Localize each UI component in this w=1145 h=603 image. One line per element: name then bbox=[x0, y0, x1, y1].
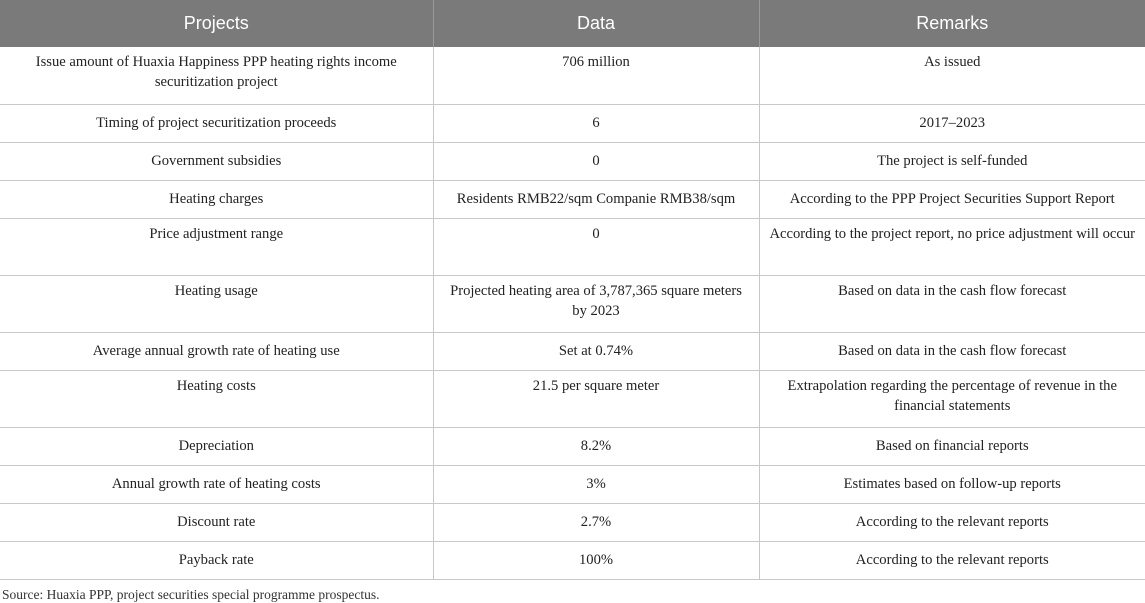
table-row bbox=[0, 104, 1145, 142]
cell-remarks: Based on data in the cash flow forecast bbox=[759, 275, 1145, 332]
table-row bbox=[0, 541, 1145, 579]
cell-data: 2.7% bbox=[433, 503, 759, 541]
cell-remarks: The project is self-funded bbox=[759, 142, 1145, 180]
cell-data: 0 bbox=[433, 218, 759, 275]
cell-data: 21.5 per square meter bbox=[433, 370, 759, 427]
cell-project: Heating charges bbox=[0, 180, 433, 218]
cell-data: Set at 0.74% bbox=[433, 332, 759, 370]
cell-data: 706 million bbox=[433, 47, 759, 104]
cell-remarks: 2017–2023 bbox=[759, 104, 1145, 142]
cell-project: Timing of project securitization proceeds bbox=[0, 104, 433, 142]
cell-data: 6 bbox=[433, 104, 759, 142]
table-row bbox=[0, 275, 1145, 332]
cell-remarks: According to the PPP Project Securities Support Report bbox=[759, 180, 1145, 218]
cell-remarks: Extrapolation regarding the percentage of revenue in the financial statements bbox=[759, 370, 1145, 427]
header-remarks: Remarks bbox=[759, 0, 1145, 47]
table-body bbox=[0, 47, 1145, 579]
cell-data: 100% bbox=[433, 541, 759, 579]
source-note: Source: Huaxia PPP, project securities special programme prospectus. bbox=[2, 586, 380, 602]
cell-remarks: According to the relevant reports bbox=[759, 503, 1145, 541]
cell-project: Price adjustment range bbox=[0, 218, 433, 275]
header-projects: Projects bbox=[0, 0, 433, 47]
table-row bbox=[0, 180, 1145, 218]
cell-project: Annual growth rate of heating costs bbox=[0, 465, 433, 503]
cell-data: Residents RMB22/sqm Companie RMB38/sqm bbox=[433, 180, 759, 218]
cell-project: Depreciation bbox=[0, 427, 433, 465]
cell-data: Projected heating area of 3,787,365 square meters by 2023 bbox=[433, 275, 759, 332]
table-row bbox=[0, 332, 1145, 370]
table-row bbox=[0, 142, 1145, 180]
table-row bbox=[0, 370, 1145, 427]
cell-project: Heating costs bbox=[0, 370, 433, 427]
cell-remarks: As issued bbox=[759, 47, 1145, 104]
table-row bbox=[0, 427, 1145, 465]
table-row bbox=[0, 503, 1145, 541]
cell-project: Issue amount of Huaxia Happiness PPP heating rights income securitization project bbox=[0, 47, 433, 104]
cell-project: Heating usage bbox=[0, 275, 433, 332]
table-header bbox=[0, 0, 1145, 47]
cell-data: 0 bbox=[433, 142, 759, 180]
cell-remarks: Based on financial reports bbox=[759, 427, 1145, 465]
header-row bbox=[0, 0, 1145, 47]
header-data: Data bbox=[433, 0, 759, 47]
cell-data: 3% bbox=[433, 465, 759, 503]
cell-project: Average annual growth rate of heating use bbox=[0, 332, 433, 370]
cell-project: Payback rate bbox=[0, 541, 433, 579]
cell-project: Government subsidies bbox=[0, 142, 433, 180]
cell-data: 8.2% bbox=[433, 427, 759, 465]
table-row bbox=[0, 47, 1145, 104]
cell-project: Discount rate bbox=[0, 503, 433, 541]
cell-remarks: Estimates based on follow-up reports bbox=[759, 465, 1145, 503]
table-row bbox=[0, 465, 1145, 503]
cell-remarks: Based on data in the cash flow forecast bbox=[759, 332, 1145, 370]
cell-remarks: According to the project report, no price adjustment will occur bbox=[759, 218, 1145, 275]
cell-remarks: According to the relevant reports bbox=[759, 541, 1145, 579]
table-row bbox=[0, 218, 1145, 275]
